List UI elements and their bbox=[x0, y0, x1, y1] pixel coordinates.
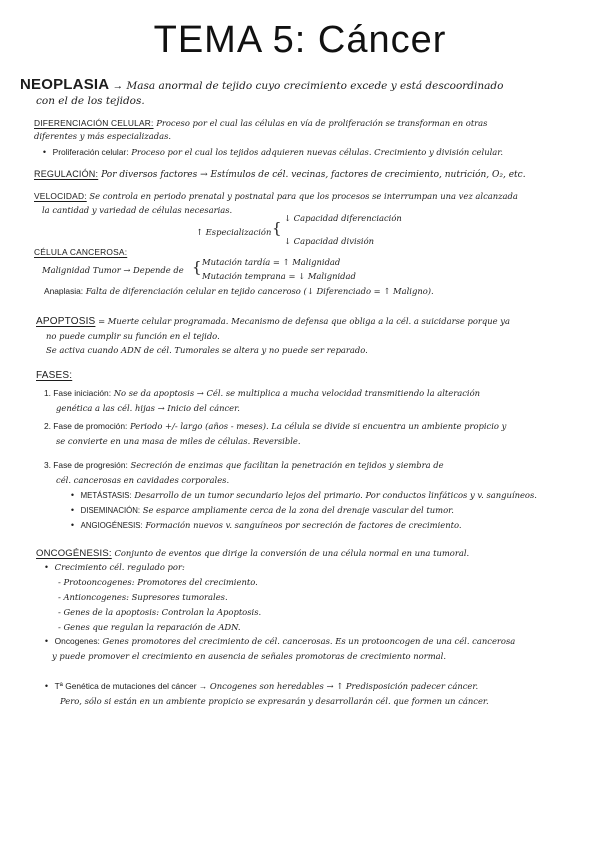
oncogenesis-line bbox=[36, 548, 469, 559]
teoria-text: Oncogenes son heredables → ↑ Predisposición padecer cáncer. bbox=[209, 681, 479, 691]
fase-3-item-text: Se esparce ampliamente cerca de la zona del drenaje vascular del tumor. bbox=[142, 505, 454, 515]
anaplasia-line bbox=[44, 286, 434, 297]
neoplasia-line bbox=[20, 78, 503, 93]
velocidad-term: VELOCIDAD: bbox=[34, 191, 87, 201]
fase-3-item bbox=[70, 490, 537, 501]
diferenciacion-term: DIFERENCIACIÓN CELULAR: bbox=[34, 118, 154, 128]
bullet-icon: • bbox=[44, 562, 49, 572]
fase-3-item-label: DISEMINACIÓN: bbox=[80, 506, 141, 515]
brace-icon: { bbox=[272, 219, 282, 237]
velocidad-line bbox=[34, 191, 518, 202]
malignidad-text: Malignidad Tumor → Depende de bbox=[42, 265, 184, 275]
capacidad-diferenciacion: ↓ Capacidad diferenciación bbox=[284, 213, 402, 223]
oncogenes-text: Genes promotores del crecimiento de cél. cancerosas. Es un protooncogen de una cél. cancerosa bbox=[102, 636, 516, 646]
oncogenesis-text: Conjunto de eventos que dirige la conversión de una célula normal en una tumoral. bbox=[114, 548, 470, 558]
regulado-item: - Protooncogenes: Promotores del crecimiento. bbox=[58, 577, 258, 587]
velocidad-text: Se controla en periodo prenatal y postnatal para que los procesos se interrumpan una vez alcanzada bbox=[89, 191, 518, 201]
fase-1-text-2: genética a las cél. hijas → Inicio del cáncer. bbox=[56, 403, 240, 413]
proliferacion-text: Proceso por el cual los tejidos adquieren nuevas células. Crecimiento y división celular. bbox=[131, 147, 504, 157]
fase-1-label: 1. Fase iniciación: bbox=[44, 388, 112, 398]
bullet-icon: • bbox=[44, 636, 49, 646]
page-title: TEMA 5: Cáncer bbox=[153, 19, 447, 61]
fase-3-item-text: Formación nuevos v. sanguíneos por secreción de factores de crecimiento. bbox=[145, 520, 462, 530]
teoria-line bbox=[44, 681, 478, 692]
fase-3-item-label: ANGIOGÉNESIS: bbox=[80, 521, 143, 530]
bullet-icon: • bbox=[44, 681, 49, 691]
neoplasia-definition-2: con el de los tejidos. bbox=[36, 95, 145, 107]
regulacion-term: REGULACIÓN: bbox=[34, 169, 99, 179]
neoplasia-term: NEOPLASIA bbox=[20, 76, 110, 93]
celula-term: CÉLULA CANCEROSA: bbox=[34, 247, 128, 257]
anaplasia-text: Falta de diferenciación celular en tejido canceroso (↓ Diferenciado = ↑ Maligno). bbox=[85, 286, 434, 296]
fases-heading bbox=[36, 370, 72, 381]
proliferacion-term: Proliferación celular: bbox=[52, 147, 129, 157]
velocidad-text-2: la cantidad y variedad de células necesarias. bbox=[42, 205, 233, 215]
fase-3-item-text: Desarrollo de un tumor secundario lejos del primario. Por conductos linfáticos y v. sanguíneos. bbox=[134, 490, 537, 500]
fase-3-label: 3. Fase de progresión: bbox=[44, 460, 128, 470]
bullet-icon: • bbox=[70, 520, 75, 530]
fase-2-line bbox=[44, 421, 506, 432]
regulado-label: Crecimiento cél. regulado por: bbox=[54, 562, 185, 572]
mutacion-temprana: Mutación temprana = ↓ Malignidad bbox=[202, 271, 356, 281]
arrow-icon: → bbox=[112, 80, 124, 92]
fase-3-item bbox=[70, 505, 454, 516]
oncogenes-label: Oncogenes: bbox=[54, 636, 100, 646]
fase-3-item bbox=[70, 520, 462, 531]
capacidad-division: ↓ Capacidad división bbox=[284, 236, 375, 246]
fase-3-line bbox=[44, 460, 444, 471]
apoptosis-text-3: Se activa cuando ADN de cél. Tumorales se altera y no puede ser reparado. bbox=[46, 345, 368, 355]
oncogenes-line bbox=[44, 636, 515, 647]
fases-term: FASES: bbox=[36, 370, 73, 381]
apoptosis-line bbox=[36, 316, 510, 327]
diferenciacion-line bbox=[34, 118, 487, 129]
apoptosis-text-2: no puede cumplir su función en el tejido. bbox=[46, 331, 220, 341]
apoptosis-term: APOPTOSIS bbox=[36, 316, 96, 327]
diferenciacion-text: Proceso por el cual las células en vía de proliferación se transforman en otras bbox=[156, 118, 488, 128]
anaplasia-term: Anaplasia: bbox=[44, 286, 84, 296]
regulado-item: - Antioncogenes: Supresores tumorales. bbox=[58, 592, 228, 602]
teoria-text-2: Pero, sólo si están en un ambiente propicio se expresarán y desarrollarán cél. que formen un cáncer. bbox=[60, 696, 489, 706]
diferenciacion-text-2: diferentes y más especializadas. bbox=[34, 131, 172, 141]
bullet-icon: • bbox=[70, 505, 75, 515]
regulado-line bbox=[44, 562, 185, 573]
fase-3-item-label: METÁSTASIS: bbox=[80, 491, 132, 500]
bullet-icon: • bbox=[42, 147, 47, 157]
fase-3-text: Secreción de enzimas que facilitan la penetración en tejidos y siembra de bbox=[130, 460, 444, 470]
fase-2-label: 2. Fase de promoción: bbox=[44, 421, 128, 431]
fase-3-text-2: cél. cancerosas en cavidades corporales. bbox=[56, 475, 230, 485]
fase-1-line bbox=[44, 388, 480, 399]
mutacion-tardia: Mutación tardía = ↑ Malignidad bbox=[202, 257, 341, 267]
brace-icon-2: { bbox=[192, 258, 202, 276]
especializacion-label: ↑ Especialización bbox=[196, 227, 272, 237]
apoptosis-text: = Muerte celular programada. Mecanismo de defensa que obliga a la cél. a suicidarse porque ya bbox=[98, 316, 511, 326]
teoria-label: Tª Genética de mutaciones del cáncer → bbox=[54, 681, 208, 691]
fase-2-text: Periodo +/- largo (años - meses). La célula se divide si encuentra un ambiente propicio y bbox=[130, 421, 507, 431]
regulacion-line bbox=[34, 169, 526, 181]
fase-1-text: No se da apoptosis → Cél. se multiplica a mucha velocidad transmitiendo la alteración bbox=[113, 388, 481, 398]
neoplasia-definition: Masa anormal de tejido cuyo crecimiento excede y está descoordinado bbox=[126, 80, 504, 92]
bullet-icon: • bbox=[70, 490, 75, 500]
oncogenesis-term: ONCOGÉNESIS: bbox=[36, 548, 112, 559]
regulacion-text: Por diversos factores → Estímulos de cél. vecinas, factores de crecimiento, nutrición, O₂, etc. bbox=[101, 170, 526, 180]
regulado-item: - Genes que regulan la reparación de ADN. bbox=[58, 622, 241, 632]
oncogenes-text-2: y puede promover el crecimiento en ausencia de señales promotoras de crecimiento normal. bbox=[52, 651, 446, 661]
celula-cancerosa-term bbox=[34, 247, 127, 258]
proliferacion-line bbox=[42, 147, 503, 158]
fase-2-text-2: se convierte en una masa de miles de células. Reversible. bbox=[56, 436, 301, 446]
regulado-item: - Genes de la apoptosis: Controlan la Apoptosis. bbox=[58, 607, 262, 617]
